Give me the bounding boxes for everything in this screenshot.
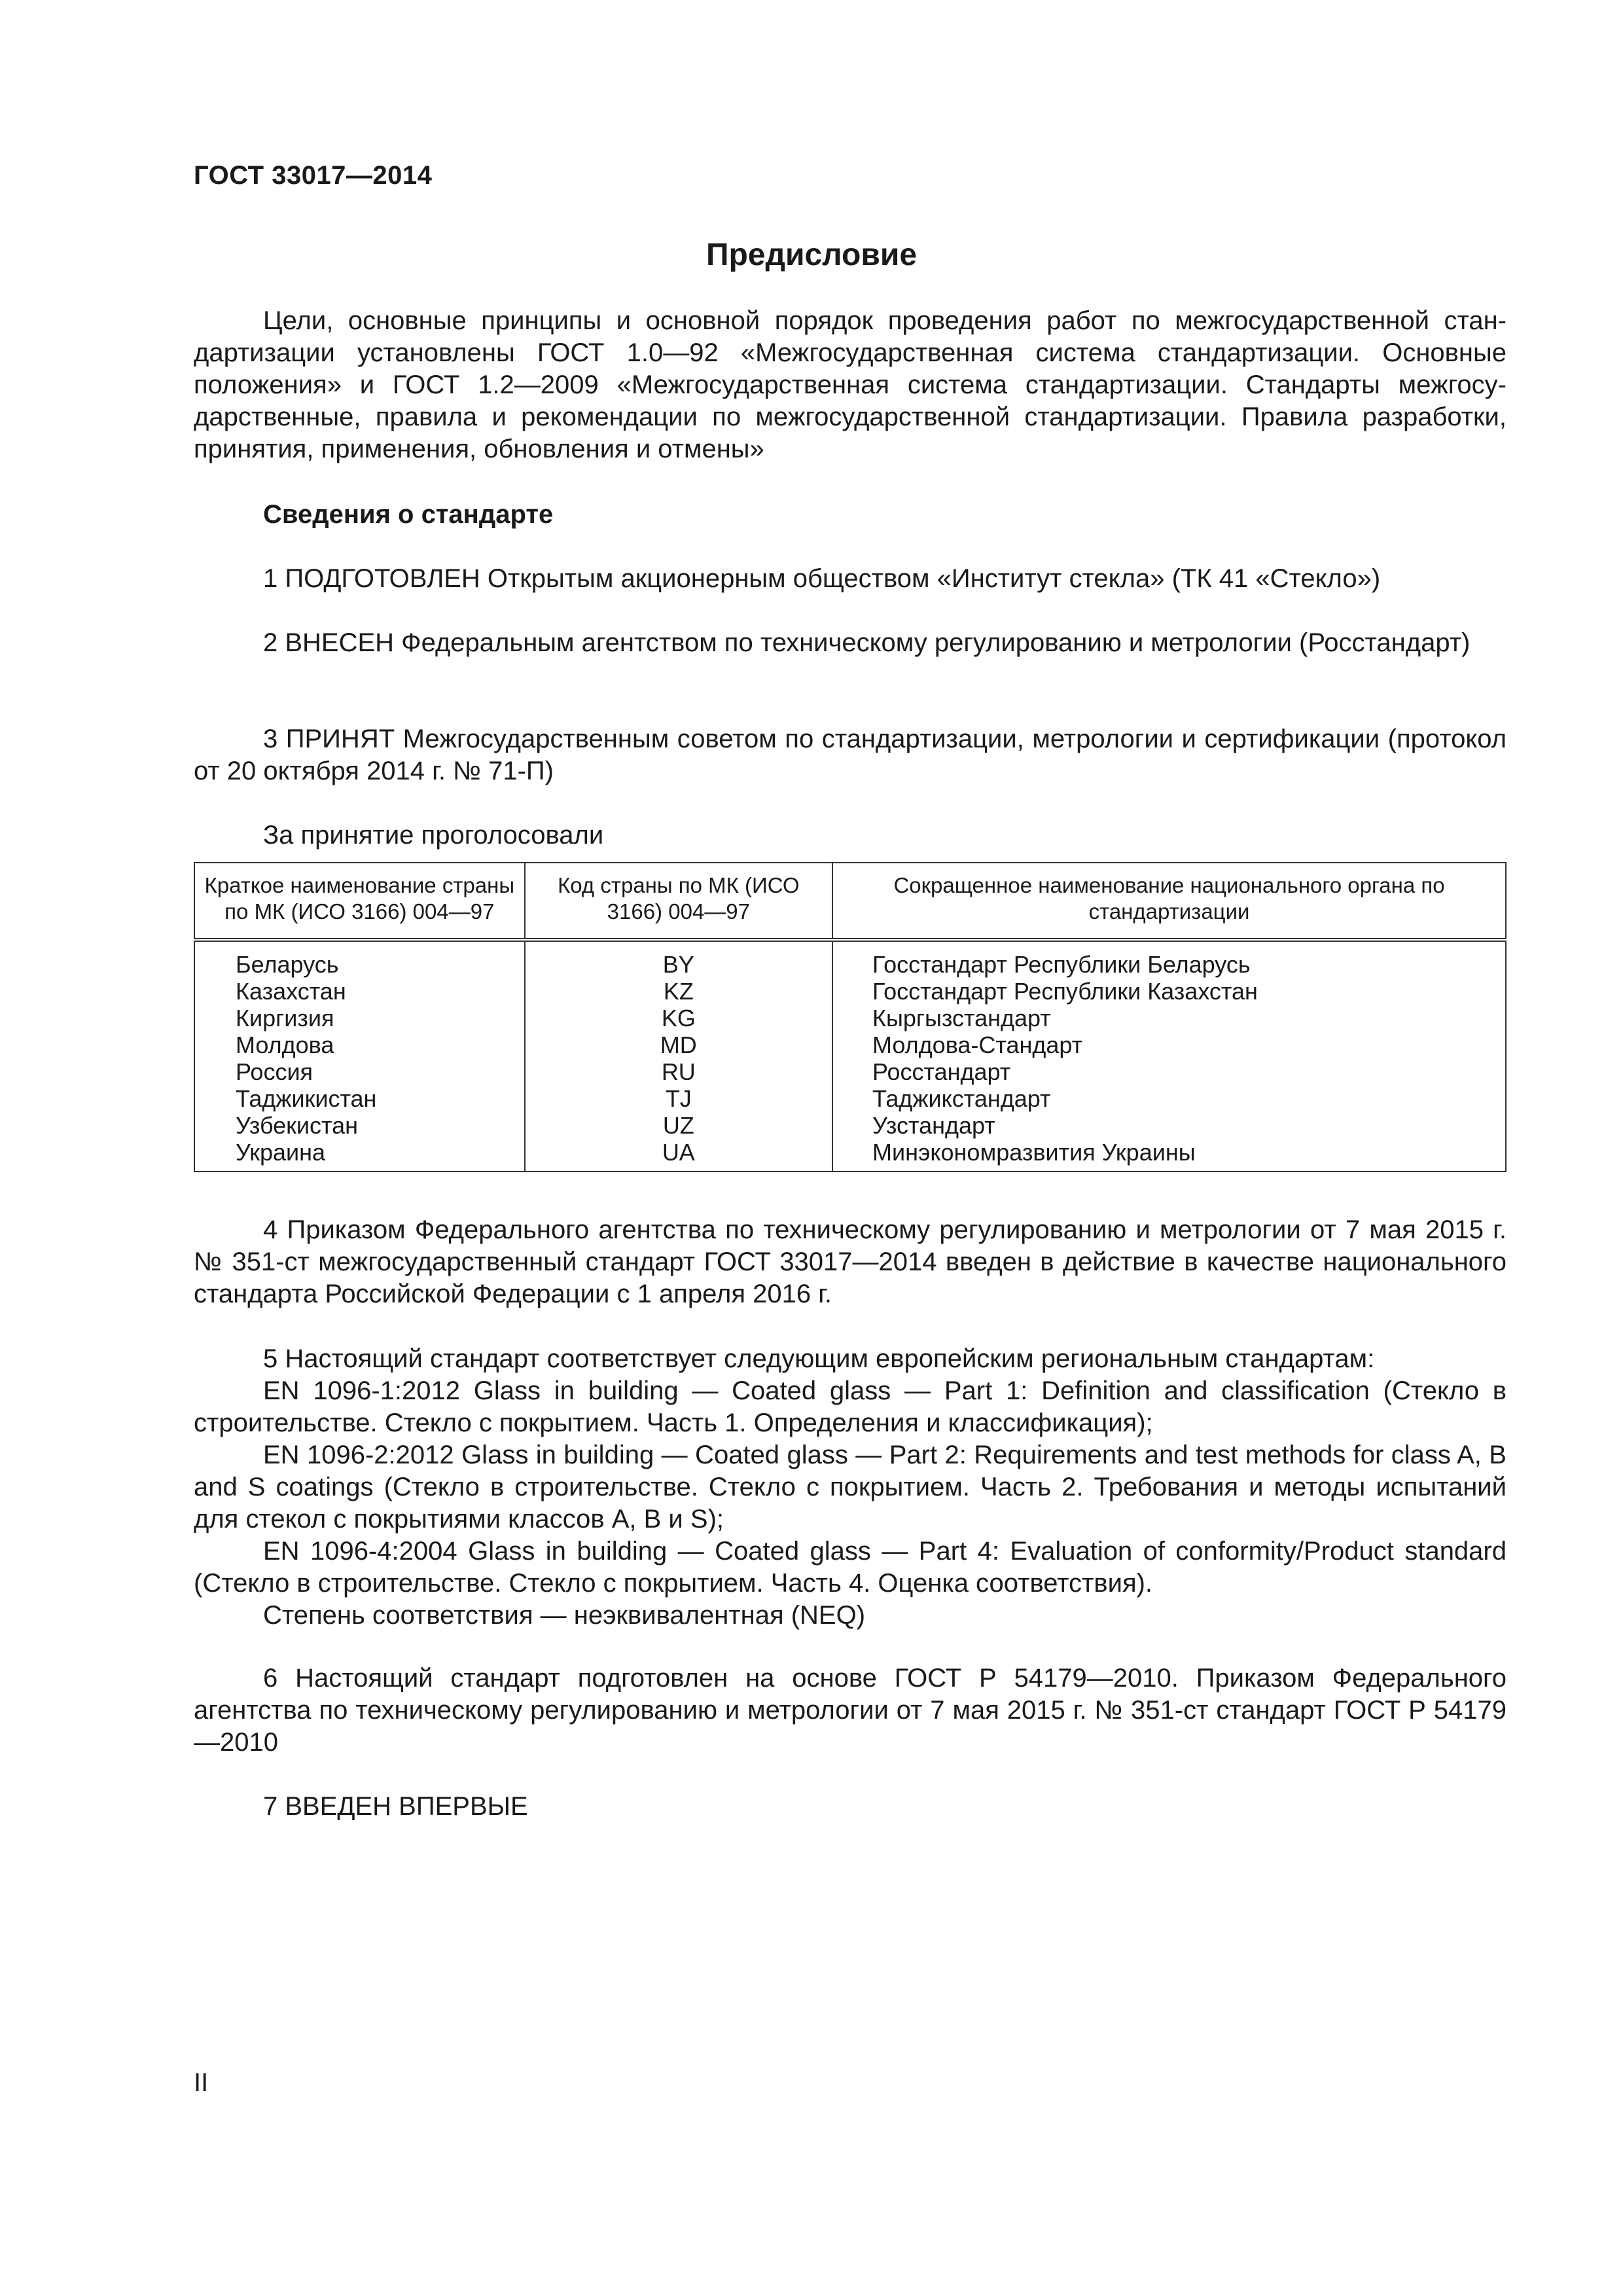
body-cell: Таджикстандарт xyxy=(832,1085,1506,1112)
body-cell: Кыргызстандарт xyxy=(832,1005,1506,1031)
intro-paragraph: Цели, основные принципы и основной порядок проведения работ по межгосударственной стандартизации установлены ГОСТ 1.0—92 «Межгосударственная система стандартизации. Основные положения» и ГОСТ 1.2—2009 «Межгосударственная система стандартизации. Стандарты межгосударственные, правила и рекомендации по межгосударственной стандартизации. Правила разработки, принятия, применения, обновления и отмены» xyxy=(194,306,1507,463)
item-6-block xyxy=(194,1662,1507,1759)
item-5-en1096-2: EN 1096-2:2012 Glass in building — Coated glass — Part 2: Requirements and test methods for class A, B and S coatings (Стекло в строительстве. Стекло с покрытием. Часть 2. Требования и методы испытаний для стекол с покрытиями классов А, В и S); xyxy=(194,1441,1507,1534)
body-cell: Росстандарт xyxy=(832,1058,1506,1085)
country-cell: Беларусь xyxy=(194,940,525,978)
country-cell: Таджикистан xyxy=(194,1085,525,1112)
code-cell: RU xyxy=(525,1058,832,1085)
country-cell: Казахстан xyxy=(194,978,525,1005)
body-cell: Молдова-Стандарт xyxy=(832,1031,1506,1058)
body-cell: Госстандарт Республики Казахстан xyxy=(832,978,1506,1005)
code-cell: UA xyxy=(525,1139,832,1172)
item-5-en1096-4: EN 1096-4:2004 Glass in building — Coated glass — Part 4: Evaluation of conformity/Product standard (Стекло в строительстве. Стекло с покрытием. Часть 4. Оценка соответствия). xyxy=(194,1537,1507,1598)
item-1: 1 ПОДГОТОВЛЕН Открытым акционерным обществом «Институт стекла» (ТК 41 «Стекло») xyxy=(263,564,1381,593)
body-cell: Минэкономразвития Украины xyxy=(832,1139,1506,1172)
country-cell: Киргизия xyxy=(194,1005,525,1031)
code-cell: UZ xyxy=(525,1112,832,1139)
code-cell: KG xyxy=(525,1005,832,1031)
body-cell: Госстандарт Республики Беларусь xyxy=(832,940,1506,978)
table-row xyxy=(194,1112,1506,1139)
item-5-block xyxy=(194,1343,1507,1632)
item-2: 2 ВНЕСЕН Федеральным агентством по техническому регулированию и метрологии (Росстандарт) xyxy=(263,628,1471,657)
intro-block xyxy=(194,305,1507,465)
table-header-code: Код страны по МК (ИСО 3166) 004—97 xyxy=(525,863,832,940)
body-cell: Узстандарт xyxy=(832,1112,1506,1139)
code-cell: MD xyxy=(525,1031,832,1058)
item-3-block xyxy=(194,723,1507,787)
item-7: 7 ВВЕДЕН ВПЕРВЫЕ xyxy=(263,1792,528,1821)
table-header-body: Сокращенное наименование национального органа по стандартизации xyxy=(832,863,1506,940)
item-4-block xyxy=(194,1214,1507,1310)
info-heading-block xyxy=(194,499,1507,531)
table-row xyxy=(194,1058,1506,1085)
country-cell: Россия xyxy=(194,1058,525,1085)
voted-label-block xyxy=(194,819,1507,852)
item-3: 3 ПРИНЯТ Межгосударственным советом по стандартизации, метрологии и сертификации (протокол от 20 октября 2014 г. № 71-П) xyxy=(194,725,1507,785)
item-6: 6 Настоящий стандарт подготовлен на основе ГОСТ Р 54179—2010. Приказом Федерального агентства по техническому регулированию и метрологии от 7 мая 2015 г. № 351-ст стандарт ГОСТ Р 54179—2010 xyxy=(194,1664,1507,1757)
page-title: Предисловие xyxy=(705,238,918,272)
table-row xyxy=(194,1005,1506,1031)
section-heading: Сведения о стандарте xyxy=(263,500,554,529)
page-number: II xyxy=(194,2068,209,2097)
code-cell: BY xyxy=(525,940,832,978)
country-cell: Молдова xyxy=(194,1031,525,1058)
table-row xyxy=(194,978,1506,1005)
code-cell: TJ xyxy=(525,1085,832,1112)
item-7-block xyxy=(194,1791,1507,1823)
table-row xyxy=(194,940,1506,978)
table-row xyxy=(194,1139,1506,1172)
item-1-block xyxy=(194,563,1507,595)
voting-table xyxy=(194,862,1507,1172)
table-row xyxy=(194,1031,1506,1058)
item-5-en1096-1: EN 1096-1:2012 Glass in building — Coated glass — Part 1: Definition and classification (Стекло в строительстве. Стекло с покрытием. Часть 1. Определения и классификация); xyxy=(194,1376,1507,1437)
table-row xyxy=(194,1085,1506,1112)
country-cell: Украина xyxy=(194,1139,525,1172)
code-cell: KZ xyxy=(525,978,832,1005)
document-code: ГОСТ 33017—2014 xyxy=(194,161,433,190)
table-header-row xyxy=(194,863,1506,940)
voted-label: За принятие проголосовали xyxy=(263,821,604,850)
item-5-lead: 5 Настоящий стандарт соответствует следующим европейским региональным стандартам: xyxy=(263,1344,1375,1373)
item-4: 4 Приказом Федерального агентства по техническому регулированию и метрологии от 7 мая 2015 г. № 351-ст межгосударственный стандарт ГОСТ 33017—2014 введен в действие в качестве национального стандарта Российской Федерации с 1 апреля 2016 г. xyxy=(194,1215,1507,1308)
item-2-block xyxy=(194,627,1507,659)
table-header-country: Краткое наименование страны по МК (ИСО 3166) 004—97 xyxy=(194,863,525,940)
item-5-degree: Степень соответствия — неэквивалентная (NEQ) xyxy=(263,1601,866,1630)
country-cell: Узбекистан xyxy=(194,1112,525,1139)
